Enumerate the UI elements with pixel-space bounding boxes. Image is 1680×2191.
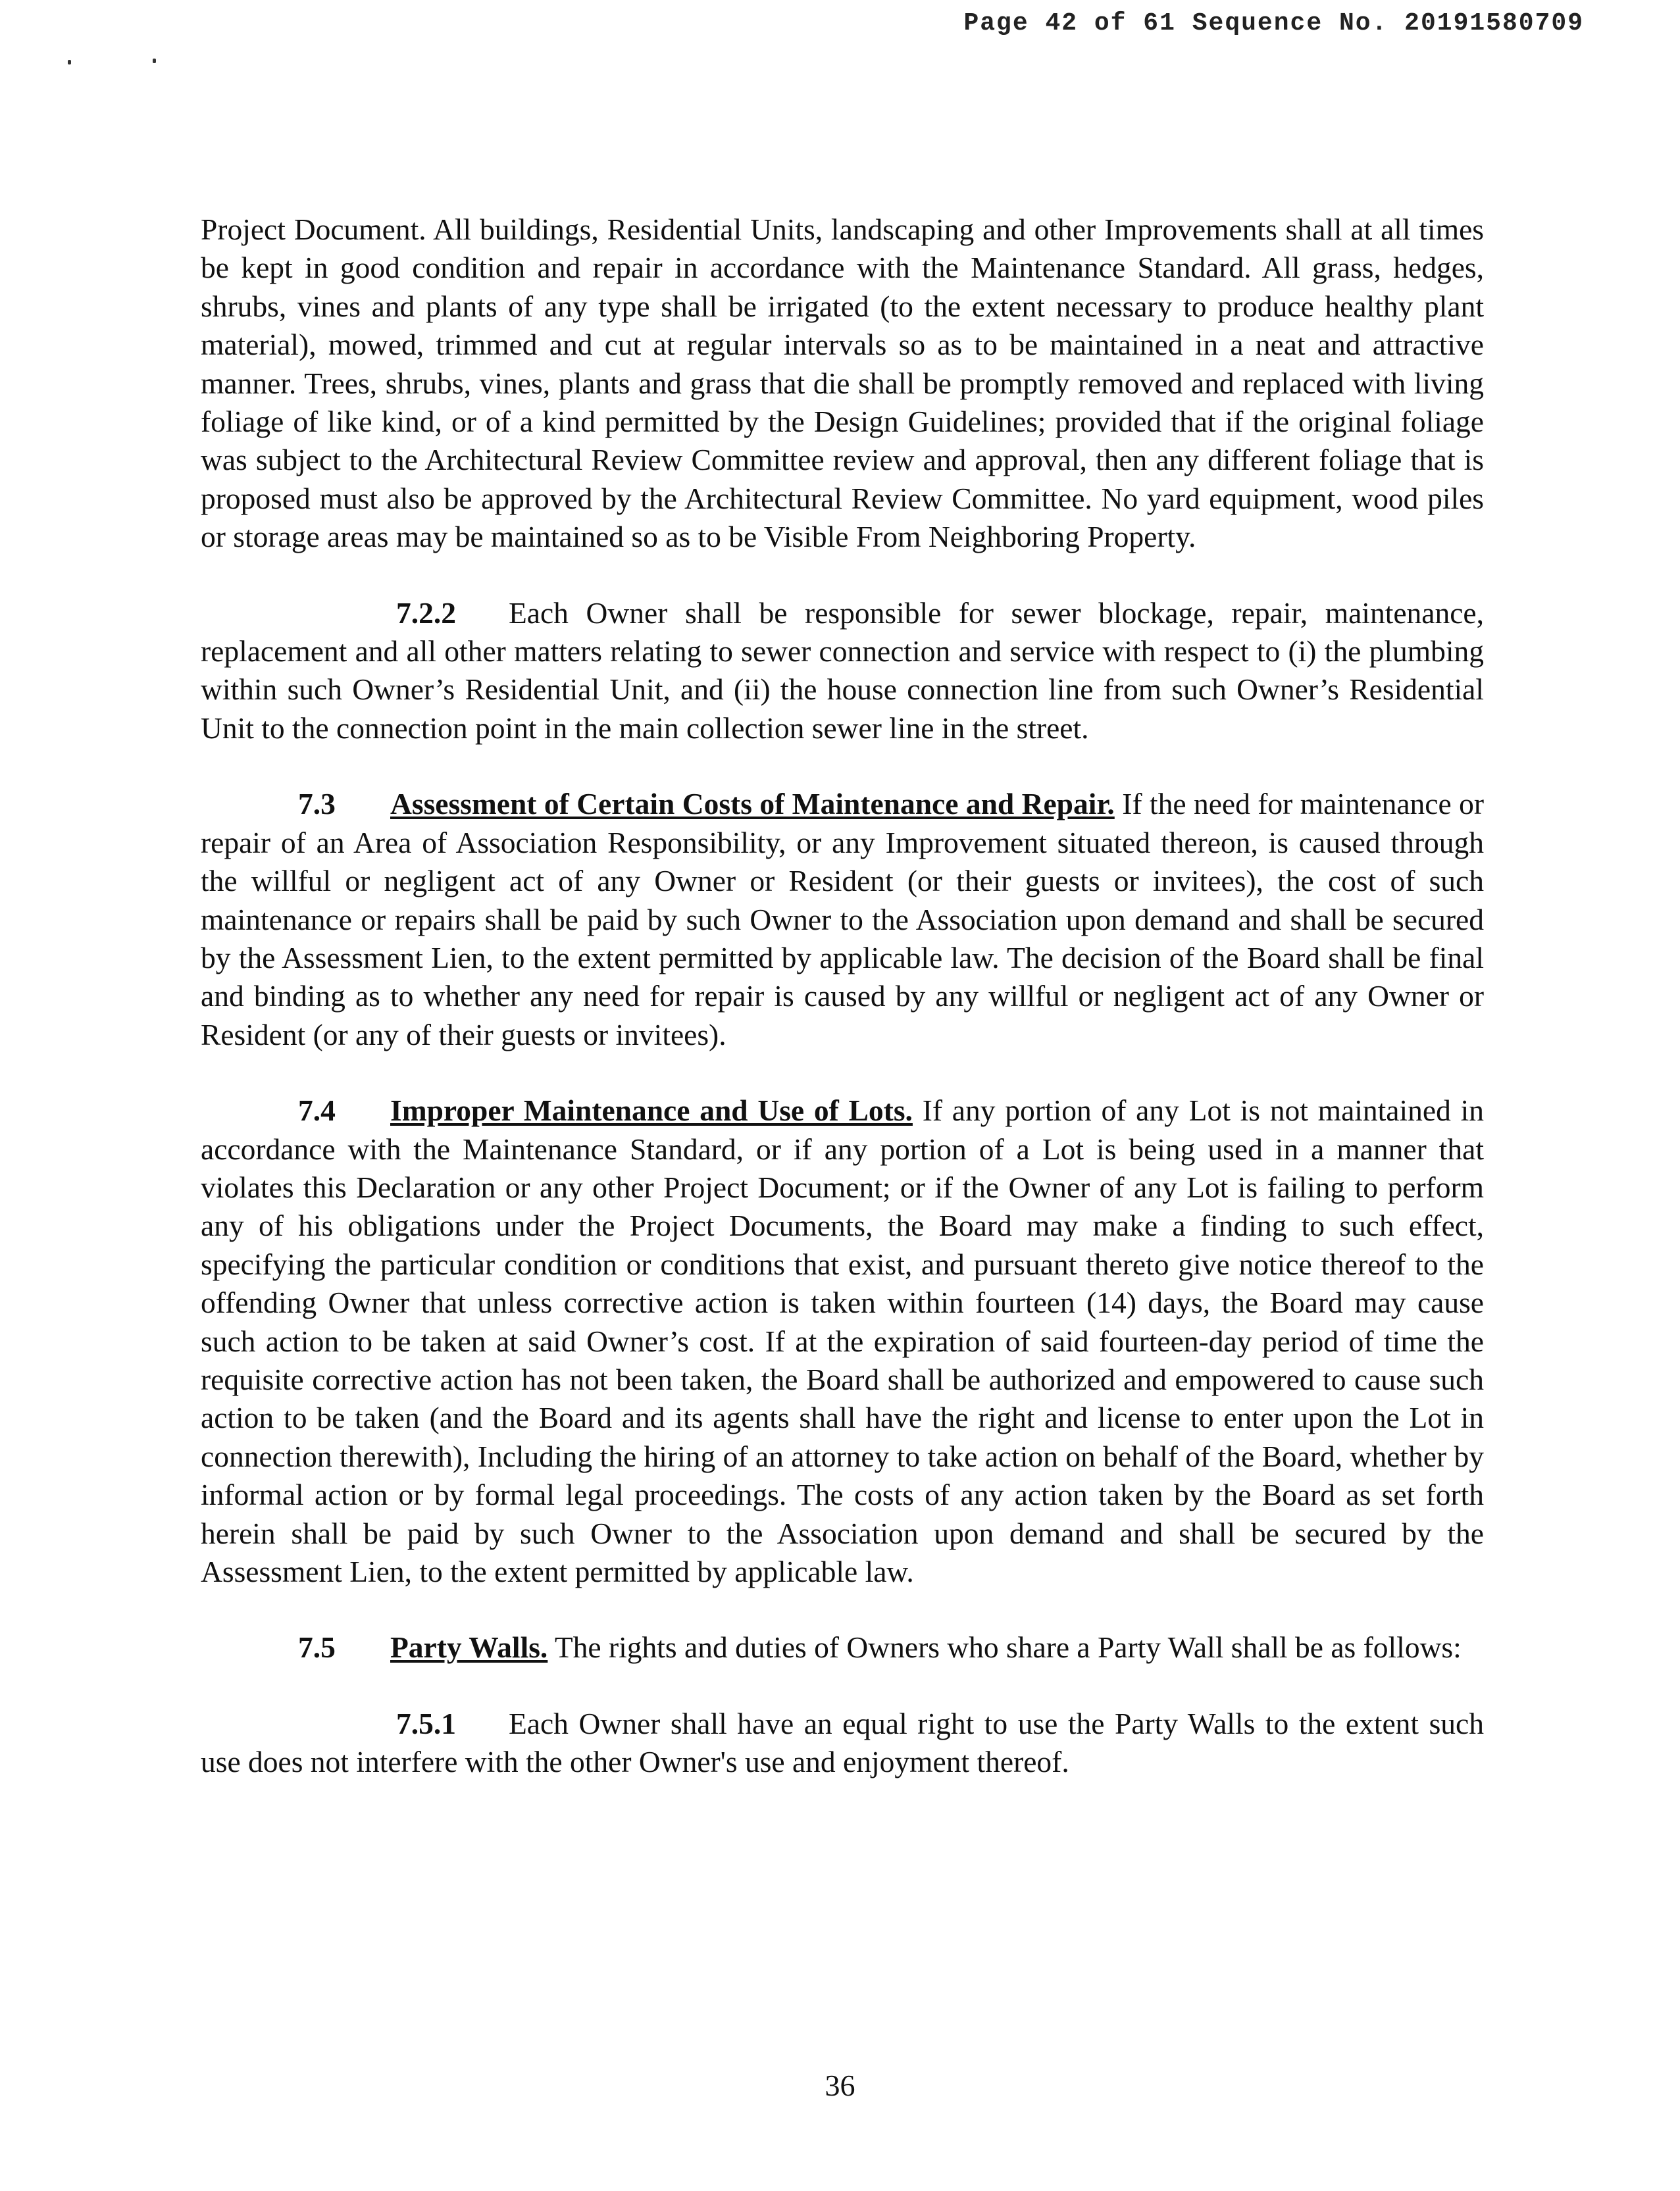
section-text: The rights and duties of Owners who share a Party Wall shall be as follows: (554, 1630, 1462, 1665)
section-text: Each Owner shall be responsible for sewer blockage, repair, maintenance, replacement and all other matters relating to sewer connection and service with respect to (i) the plumbing within such Owner’s Residential Unit, and (ii) the house connection line from such Owner’s Residential Unit to the connection point in the main collection sewer line in the street. (201, 595, 1484, 745)
section-number: 7.3 (298, 787, 336, 821)
section-7-2-2 (201, 594, 1484, 748)
section-7-5-1 (201, 1705, 1484, 1782)
document-body (201, 211, 1484, 1819)
section-title: Improper Maintenance and Use of Lots. (390, 1094, 913, 1128)
section-number: 7.4 (298, 1094, 336, 1128)
section-number: 7.2.2 (396, 595, 456, 630)
paragraph-continuation: Project Document. All buildings, Residential Units, landscaping and other Improvements shall at all times be kept in good condition and repair in accordance with the Maintenance Standard. All grass, hedges, shrubs, vines and plants of any type shall be irrigated (to the extent necessary to produce healthy plant material), mowed, trimmed and cut at regular intervals so as to be maintained in a neat and attractive manner. Trees, shrubs, vines, plants and grass that die shall be promptly removed and replaced with living foliage of like kind, or of a kind permitted by the Design Guidelines; provided that if the original foliage was subject to the Architectural Review Committee review and approval, then any different foliage that is proposed must also be approved by the Architectural Review Committee. No yard equipment, wood piles or storage areas may be maintained so as to be Visible From Neighboring Property. (201, 213, 1484, 554)
section-number: 7.5.1 (396, 1706, 456, 1740)
page-number: 36 (825, 2069, 855, 2102)
section-7-5 (201, 1628, 1484, 1667)
section-7-3 (201, 785, 1484, 1054)
page-sequence-header: Page 42 of 61 Sequence No. 20191580709 (963, 9, 1584, 38)
section-text: Each Owner shall have an equal right to use the Party Walls to the extent such use does not interfere with the other Owner's use and enjoyment thereof. (201, 1706, 1484, 1779)
scan-speck (153, 59, 156, 63)
section-7-4 (201, 1092, 1484, 1591)
section-number: 7.5 (298, 1630, 336, 1665)
section-text: If any portion of any Lot is not maintained in accordance with the Maintenance Standard, or if any portion of a Lot is being used in a manner that violates this Declaration or any other Project Document; or if the Owner of any Lot is failing to perform any of his obligations under the Project Documents, the Board may make a finding to such effect, specifying the particular condition or conditions that exist, and pursuant thereto give notice thereof to the offending Owner that unless corrective action is taken within fourteen (14) days, the Board may cause such action to be taken at said Owner’s cost. If at the expiration of said fourteen-day period of time the requisite corrective action has not been taken, the Board shall be authorized and empowered to cause such action to be taken (and the Board and its agents shall have the right and license to enter upon the Lot in connection therewith), Including the hiring of an attorney to take action on behalf of the Board, whether by informal action or by formal legal proceedings. The costs of any action taken by the Board as set forth herein shall be paid by such Owner to the Association upon demand and shall be secured by the Assessment Lien, to the extent permitted by applicable law. (201, 1094, 1485, 1588)
scan-speck (68, 60, 71, 64)
section-title: Party Walls. (390, 1630, 548, 1665)
section-title: Assessment of Certain Costs of Maintenance and Repair. (390, 787, 1115, 821)
section-text: If the need for maintenance or repair of an Area of Association Responsibility, or any Improvement situated thereon, is caused through the willful or negligent act of any Owner or Resident (or their guests or invitees), the cost of such maintenance or repairs shall be paid by such Owner to the Association upon demand and shall be secured by the Assessment Lien, to the extent permitted by applicable law. The decision of the Board shall be final and binding as to whether any need for repair is caused by any willful or negligent act of any Owner or Resident (or any of their guests or invitees). (201, 787, 1484, 1051)
